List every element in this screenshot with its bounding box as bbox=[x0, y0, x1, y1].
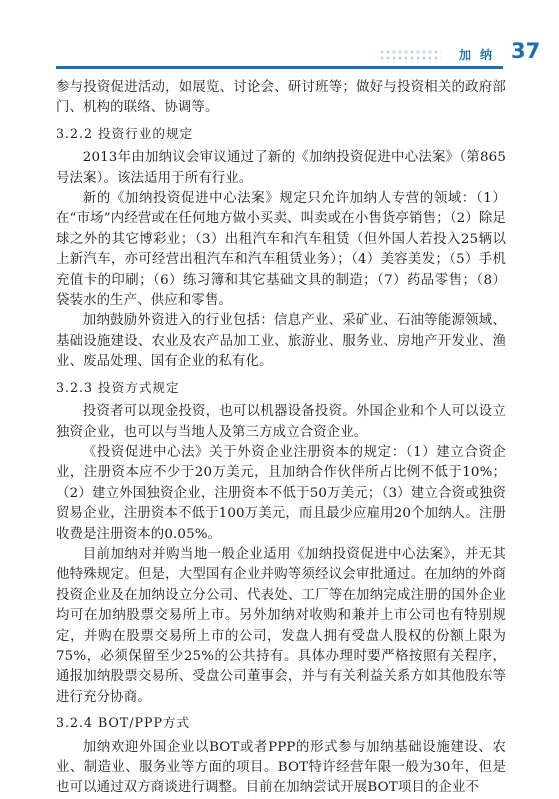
page-header bbox=[0, 0, 559, 80]
paragraph: 投资者可以现金投资，也可以机器设备投资。外国企业和个人可以设立独资企业，也可以与当地人及第三方成立合资企业。 bbox=[56, 404, 506, 440]
header-rule bbox=[56, 66, 503, 69]
section-heading-3-2-2: 3.2.2 投资行业的规定 bbox=[56, 125, 194, 141]
paragraph: 加纳鼓励外资进入的行业包括：信息产业、采矿业、石油等能源领域、基础设施建设、农业及农产品加工业、旅游业、服务业、房地产开发业、渔业、废品处理、国有企业的私有化。 bbox=[56, 313, 506, 370]
paragraph: 目前加纳对并购当地一般企业适用《加纳投资促进中心法案》，并无其他特殊规定。但是，大型国有企业并购等须经议会审批通过。在加纳的外商投资企业及在加纳设立分公司、代表处、工厂等在加纳完成注册的国外企业均可在加纳股票交易所上市。另外加纳对收购和兼并上市公司也有特别规定，并购在股票交易所上市的公司，发盘人拥有受盘人股权的份额上限为75%，必须保留至少25%的公共持有。具体办理时要严格按照有关程序，通报加纳股票交易所、受盘公司董事会，并与有关利益关系方如其他股东等进行充分协商。 bbox=[56, 546, 506, 705]
header-decoration bbox=[379, 49, 441, 63]
section-heading-3-2-4: 3.2.4 BOT/PPP方式 bbox=[56, 715, 191, 731]
paragraph: 新的《加纳投资促进中心法案》规定只允许加纳人专营的领域：（1）在“市场”内经营或在任何地方做小买卖、叫卖或在小售货亭销售；（2）除足球之外的其它博彩业；（3）出租汽车和汽车租赁（但外国人若投入25辆以上新汽车，亦可经营出租汽车和汽车租赁业务）；（4）美容美发；（5）手机充值卡的印刷；（6）练习簿和其它基础文具的制造；（7）药品零售；（8）袋装水的生产、供应和零售。 bbox=[56, 191, 506, 309]
intro-paragraph: 参与投资促进活动，如展览、讨论会、研讨班等；做好与投资相关的政府部门、机构的联络、协调等。 bbox=[56, 80, 506, 116]
paragraph: 2013年由加纳议会审议通过了新的《加纳投资促进中心法案》（第865号法案）。该法适用于所有行业。 bbox=[56, 150, 506, 186]
page-number: 37 bbox=[511, 39, 541, 63]
page-body bbox=[56, 78, 506, 799]
paragraph: 《投资促进中心法》关于外资企业注册资本的规定：（1）建立合资企业，注册资本应不少于20万美元，且加纳合作伙伴所占比例不低于10%；（2）建立外国独资企业，注册资本不低于50万美元；（3）建立合资或独资贸易企业，注册资本不低于100万美元，而且最少应雇用20个加纳人。注册收费是注册资本的0.05%。 bbox=[56, 444, 506, 542]
running-title: 加纳 bbox=[459, 48, 502, 62]
section-heading-3-2-3: 3.2.3 投资方式规定 bbox=[56, 379, 180, 395]
paragraph: 加纳欢迎外国企业以BOT或者PPP的形式参与加纳基础设施建设、农业、制造业、服务业等方面的项目。BOT特许经营年限一般为30年，但是也可以通过双方商谈进行调整。目前在加纳尝试开展BOT项目的企业不 bbox=[56, 739, 506, 796]
